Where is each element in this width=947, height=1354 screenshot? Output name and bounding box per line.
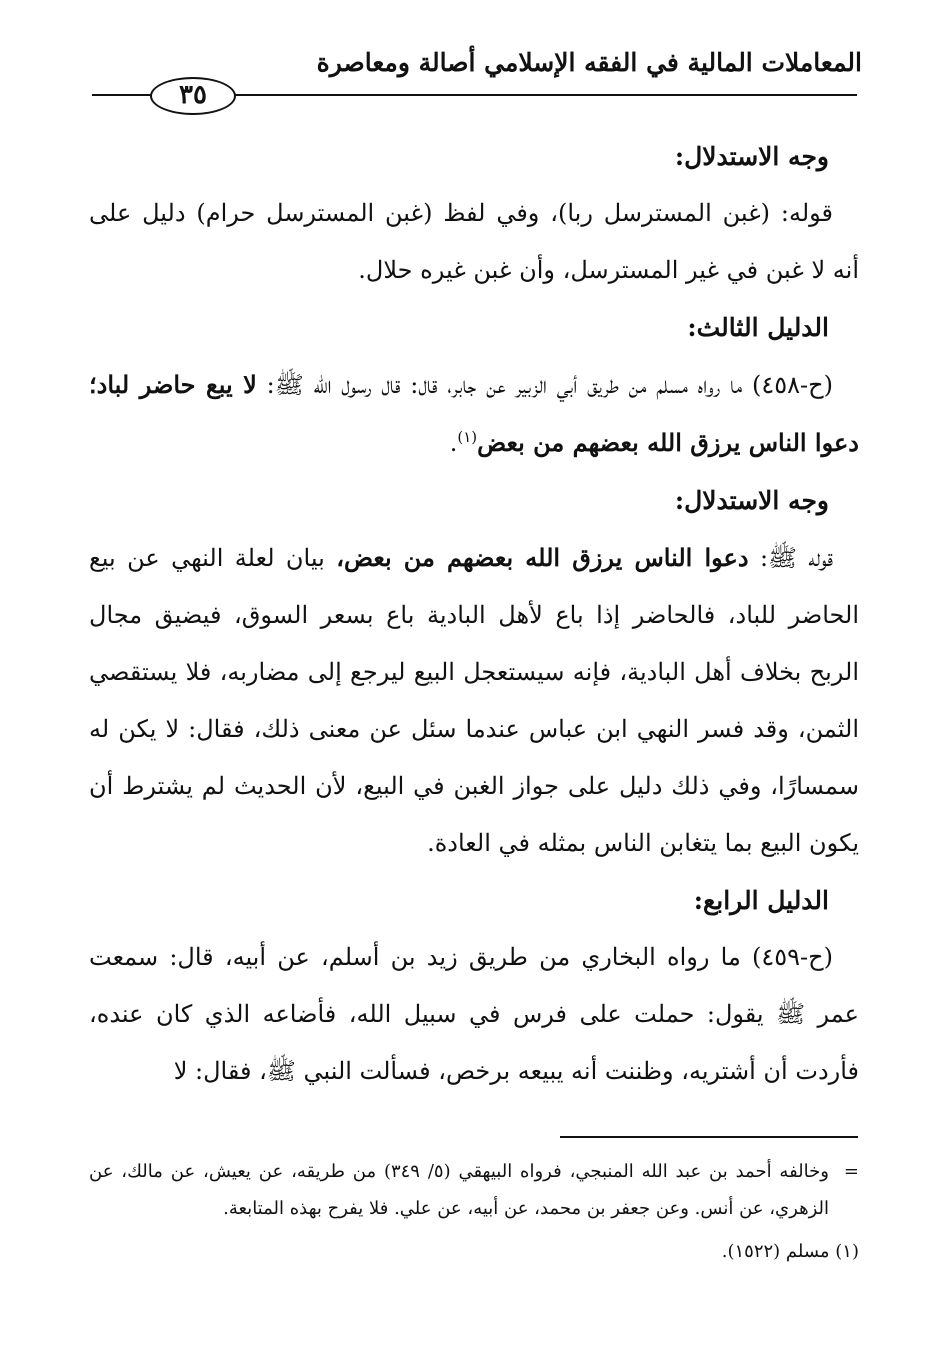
page-number: ٣٥	[150, 77, 236, 115]
section-heading: الدليل الثالث:	[687, 313, 829, 342]
section-heading: الدليل الرابع:	[693, 886, 829, 915]
period: .	[449, 429, 458, 457]
section-heading: وجه الاستدلال:	[674, 486, 829, 515]
footnote-ref: (١)	[457, 428, 478, 446]
footnote-1: (١) مسلم (١٥٢٢).	[721, 1241, 859, 1262]
footnote-rule	[560, 1136, 858, 1138]
paragraph	[89, 529, 859, 872]
paragraph-intro: قوله ﷺ:	[759, 544, 833, 572]
footnotes	[89, 1153, 859, 1270]
running-header-title: المعاملات المالية في الفقه الإسلامي أصالة ومعاصرة	[316, 48, 862, 77]
paragraph-hadith-458	[89, 356, 859, 472]
section-heading: وجه الاستدلال:	[674, 142, 829, 171]
hadith-quote: دعوا الناس يرزق الله بعضهم من بعض،	[336, 543, 749, 572]
footnote-continued	[89, 1153, 859, 1227]
paragraph-rest: بيان لعلة النهي عن بيع الحاضر للباد، فالحاضر إذا باع لأهل البادية باع بسعر السوق، فيضيق مجال الربح بخلاف أهل البادية، فإنه سيستعجل البيع ليرجع إلى مضاربه، فلا يستقصي الثمن، وقد فسر النهي ابن عباس عندما سئل عن معنى ذلك، فقال: لا يكن له سمسارًا، وفي ذلك دليل على جواز الغبن في البيع، لأن الحديث لم يشترط أن يكون البيع بما يتغابن الناس بمثله في العادة.	[89, 544, 859, 857]
footnote-continued-text: وخالفه أحمد بن عبد الله المنبجي، فرواه البيهقي (٥/ ٣٤٩) من طريقه، عن يعيش، عن مالك، عن الزهري، عن أنس. وعن جعفر بن محمد، عن أبيه، عن علي. فلا يفرح بهذه المتابعة.	[89, 1161, 829, 1219]
paragraph: قوله: (غبن المسترسل ربا)، وفي لفظ (غبن المسترسل حرام) دليل على أنه لا غبن في غير المسترسل، وأن غبن غيره حلال.	[89, 199, 859, 284]
main-text	[89, 128, 859, 1100]
hadith-intro: (ح-٤٥٨) ما رواه مسلم من طريق أبي الزبير عن جابر، قال: قال رسول الله ﷺ:	[266, 371, 833, 399]
continuation-marker: =	[843, 1161, 859, 1182]
paragraph-hadith-459: (ح-٤٥٩) ما رواه البخاري من طريق زيد بن أسلم، عن أبيه، قال: سمعت عمر ﷺ يقول: حملت على فرس في سبيل الله، فأضاعه الذي كان عنده، فأردت أن أشتريه، وظننت أنه يبيعه برخص، فسألت النبي ﷺ، فقال: لا	[89, 943, 859, 1085]
hadith-quote: لا يبع حاضر لباد؛ دعوا الناس يرزق الله بعضهم من بعض	[89, 370, 859, 457]
